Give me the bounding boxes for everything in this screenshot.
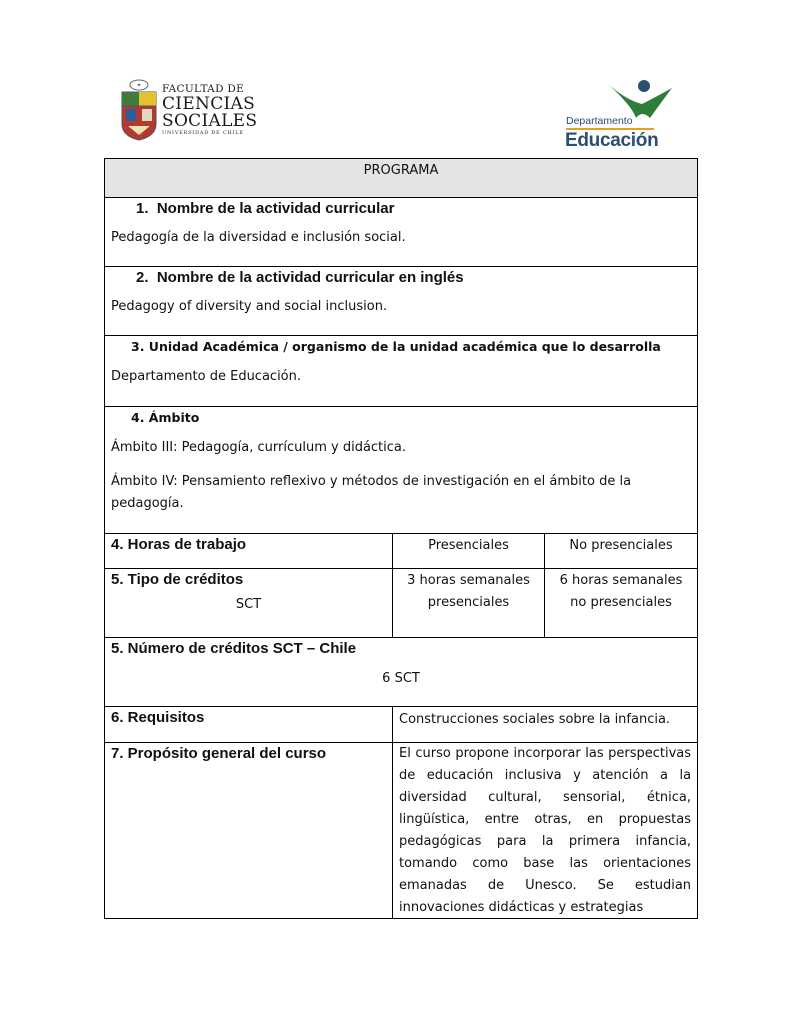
section-2-text: Pedagogy of diversity and social inclusion. [111, 299, 388, 314]
faculty-logo-line3: SOCIALES [162, 110, 258, 131]
section-4-line1: Ámbito III: Pedagogía, currículum y didáctica. [111, 440, 407, 455]
faculty-logo-line1: FACULTAD DE [162, 83, 245, 95]
table-row [105, 534, 698, 569]
section-2-title: 2. Nombre de la actividad curricular en inglés [136, 269, 464, 286]
table-row [105, 407, 698, 534]
tipo-creditos-label: 5. Tipo de créditos [111, 571, 244, 588]
tipo-creditos-sct: SCT [235, 597, 262, 612]
section-1-text: Pedagogía de la diversidad e inclusión social. [111, 230, 406, 245]
table-row [105, 569, 698, 638]
horas-presenciales: Presenciales [428, 538, 509, 553]
tipo-creditos-no-presenciales: 6 horas semanales no presenciales [559, 573, 683, 610]
faculty-logo [120, 78, 258, 142]
numero-creditos-label: 5. Número de créditos SCT – Chile [111, 640, 357, 657]
faculty-logo-line4: UNIVERSIDAD DE CHILE [162, 130, 244, 136]
faculty-logo-line2: CIENCIAS [162, 93, 256, 114]
department-logo-line2: Educación [565, 130, 659, 151]
horas-label: 4. Horas de trabajo [111, 536, 247, 553]
section-4-title: 4. Ámbito [131, 410, 200, 425]
table-row [105, 707, 698, 743]
table-title: PROGRAMA [105, 159, 698, 198]
numero-creditos-value: 6 SCT [382, 671, 420, 686]
program-table [104, 158, 698, 919]
requisitos-value: Construcciones sociales sobre la infancia. [399, 712, 671, 727]
table-row [105, 638, 698, 707]
section-4-line2: Ámbito IV: Pensamiento reflexivo y métodos de investigación en el ámbito de la pedagogía. [111, 474, 632, 511]
section-3-title: 3. Unidad Académica / organismo de la unidad académica que lo desarrolla [131, 339, 661, 354]
tipo-creditos-presenciales: 3 horas semanales presenciales [407, 573, 530, 610]
proposito-label: 7. Propósito general del curso [111, 745, 327, 762]
department-logo [560, 78, 680, 150]
table-row [105, 743, 698, 919]
requisitos-label: 6. Requisitos [111, 709, 205, 726]
horas-no-presenciales: No presenciales [569, 538, 673, 553]
svg-text:✦: ✦ [136, 82, 142, 89]
section-1-title: 1. Nombre de la actividad curricular [136, 200, 395, 217]
proposito-value: El curso propone incorporar las perspectivas de educación inclusiva y atención a la diversidad cultural, sensorial, étnica, lingüística, entre otras, en propuestas pedagógicas para la primera infancia, tomando como base las orientaciones emanadas de Unesco. Se estudian innovaciones didácticas y estrategias [399, 746, 692, 915]
section-3-text: Departamento de Educación. [111, 369, 302, 384]
department-logo-line1: Departamento [566, 115, 633, 127]
person-figure-icon [602, 78, 674, 120]
table-row [105, 336, 698, 407]
university-shield-icon [120, 78, 158, 142]
table-row [105, 198, 698, 267]
table-row [105, 159, 698, 198]
table-row [105, 267, 698, 336]
